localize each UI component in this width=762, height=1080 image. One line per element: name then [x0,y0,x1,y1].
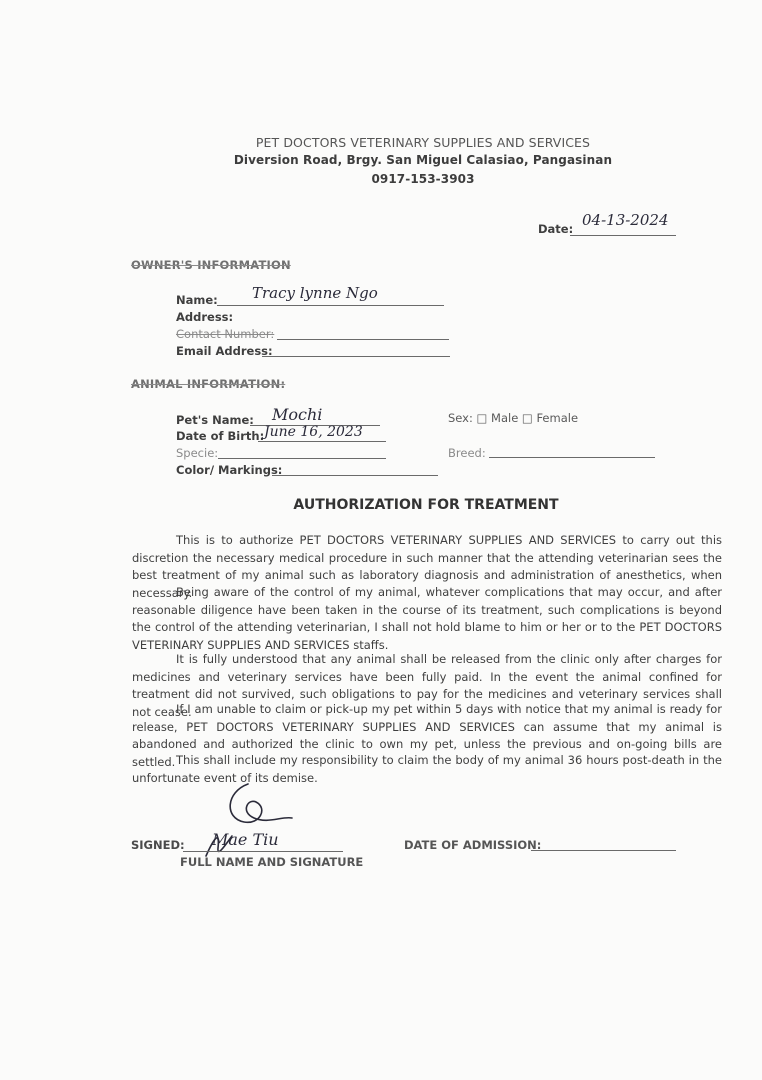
email-label: Email Address: [176,344,273,358]
admission-line [531,850,676,851]
authorization-paragraph-5: This shall include my responsibility to claim the body of my animal 36 hours post-death in the unfortunate event of its demise. [132,753,722,785]
business-name: PET DOCTORS VETERINARY SUPPLIES AND SERVICES [255,135,591,150]
breed-label: Breed: [448,446,486,460]
authorization-title: AUTHORIZATION FOR TREATMENT [293,497,559,513]
date-value: 04-13-2024 [582,211,669,229]
breed-line [489,457,655,458]
signed-label: SIGNED: [131,838,185,852]
specie-label: Specie: [176,446,219,460]
business-phone: 0917-153-3903 [371,172,475,186]
date-label: Date: [538,222,574,236]
date-line [570,235,676,236]
dob-label: Date of Birth: [176,429,265,443]
name-label: Name: [176,293,218,307]
contact-label: Contact Number: [176,327,275,341]
authorization-paragraph-3: It is fully understood that any animal shall be released from the clinic only after charges for medicines and veterinary services have been fully paid. In the event the animal confined for treatment did not survived, such obligations to pay for the medicines and veterinary services shall not cease. [132,652,722,719]
business-address: Diversion Road, Brgy. San Miguel Calasiao, Pangasinan [233,153,613,167]
pet-name-label: Pet's Name: [176,413,254,427]
animal-section-title: ANIMAL INFORMATION: [131,377,286,391]
owner-section-title: OWNER'S INFORMATION [131,258,291,272]
authorization-paragraph-2: Being aware of the control of my animal, whatever complications that may occur, and after reasonable diligence have been taken in the course of its treatment, such complications is beyond the control of the attending veterinarian, I shall not hold blame to him or her or to the PET DOCTORS VETERINARY SUPPLIES AND SERVICES staffs. [132,585,722,652]
dob-value: June 16, 2023 [264,424,363,440]
authorization-paragraph-1: This is to authorize PET DOCTORS VETERINARY SUPPLIES AND SERVICES to carry out this discretion the necessary medical procedure in such manner that the attending veterinarian sees the best treatment of my animal such as laboratory diagnosis and administration of anesthetics, when necessary. [132,533,722,600]
dob-line [258,441,386,442]
color-label: Color/ Markings: [176,463,283,477]
email-line [262,356,450,357]
pet-name-value: Mochi [272,405,323,424]
color-line [272,475,438,476]
name-value: Tracy lynne Ngo [252,284,378,302]
signature-caption: FULL NAME AND SIGNATURE [180,855,364,869]
specie-line [218,458,386,459]
contact-line [277,339,449,340]
signed-value: Mae Tiu [212,830,279,849]
authorization-paragraph-4: If I am unable to claim or pick-up my pet within 5 days with notice that my animal is ready for release, PET DOCTORS VETERINARY SUPPLIES AND SERVICES can assume that my animal is abandoned and authorized the clinic to own my pet, unless the previous and on-going bills are settled. [132,702,722,769]
name-line [217,305,444,306]
admission-label: DATE OF ADMISSION: [404,838,542,852]
signed-line [183,851,343,852]
address-label: Address: [176,310,234,324]
sex-label: Sex: □ Male □ Female [448,411,579,425]
